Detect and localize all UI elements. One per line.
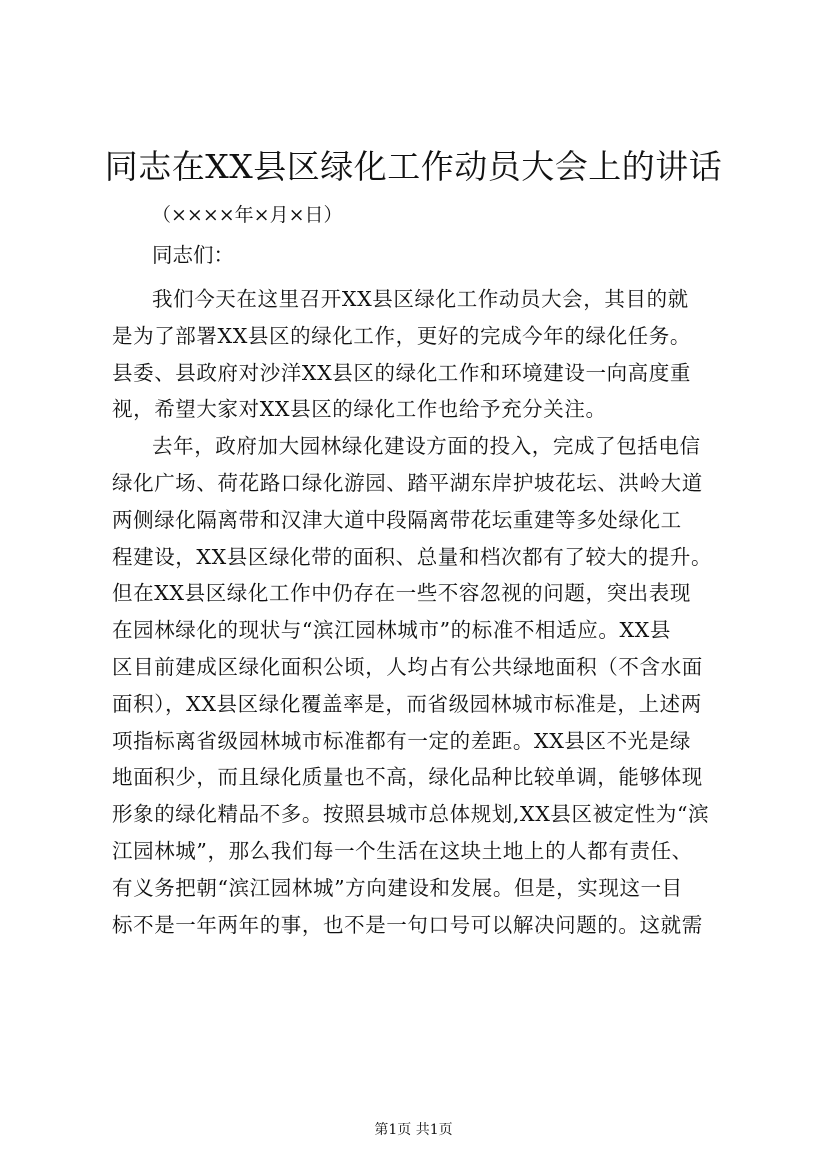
paragraph-line: 标不是一年两年的事，也不是一句口号可以解决问题的。这就需 — [112, 912, 703, 937]
salutation: 同志们： — [152, 243, 234, 267]
paragraph-line: 是为了部署XX县区的绿化工作，更好的完成今年的绿化任务。 — [112, 323, 691, 348]
paragraph-line: 两侧绿化隔离带和汉津大道中段隔离带花坛重建等多处绿化工 — [112, 507, 682, 532]
paragraph-line: 视，希望大家对XX县区的绿化工作也给予充分关注。 — [112, 397, 607, 422]
paragraph-line: 江园林城”，那么我们每一个生活在这块土地上的人都有责任、 — [112, 838, 693, 863]
paragraph-line: 地面积少，而且绿化质量也不高，绿化品种比较单调，能够体现 — [112, 765, 703, 790]
paragraph-line: 有义务把朝“滨江园林城”方向建设和发展。但是，实现这一目 — [112, 875, 683, 900]
paragraph-line: 去年，政府加大园林绿化建设方面的投入，完成了包括电信 — [152, 434, 701, 459]
page-footer: 第1页 共1页 — [374, 1122, 453, 1138]
paragraph-line: 在园林绿化的现状与“滨江园林城市”的标准不相适应。XX县 — [112, 618, 671, 643]
document-date: （××××年×月×日） — [152, 204, 343, 226]
paragraph-line: 绿化广场、荷花路口绿化游园、踏平湖东岸护坡花坛、洪岭大道 — [112, 470, 703, 495]
paragraph-line: 项指标离省级园林城市标准都有一定的差距。XX县区不光是绿 — [112, 728, 691, 753]
document-title: 同志在XX县区绿化工作动员大会上的讲话 — [104, 147, 723, 186]
paragraph-line: 我们今天在这里召开XX县区绿化工作动员大会，其目的就 — [152, 287, 689, 311]
document-body — [112, 281, 724, 943]
paragraph-line: 面积），XX县区绿化覆盖率是，而省级园林城市标准是，上述两 — [112, 691, 702, 716]
paragraph-line: 县委、县政府对沙洋XX县区的绿化工作和环境建设一向高度重 — [112, 360, 691, 385]
paragraph-line: 但在XX县区绿化工作中仍存在一些不容忽视的问题，突出表现 — [112, 581, 691, 606]
paragraph-line: 区目前建成区绿化面积公顷，人均占有公共绿地面积（不含水面 — [112, 654, 703, 679]
paragraph-line: 程建设，XX县区绿化带的面积、总量和档次都有了较大的提升。 — [112, 544, 713, 569]
paragraph-line: 形象的绿化精品不多。按照县城市总体规划,XX县区被定性为“滨 — [112, 802, 710, 827]
